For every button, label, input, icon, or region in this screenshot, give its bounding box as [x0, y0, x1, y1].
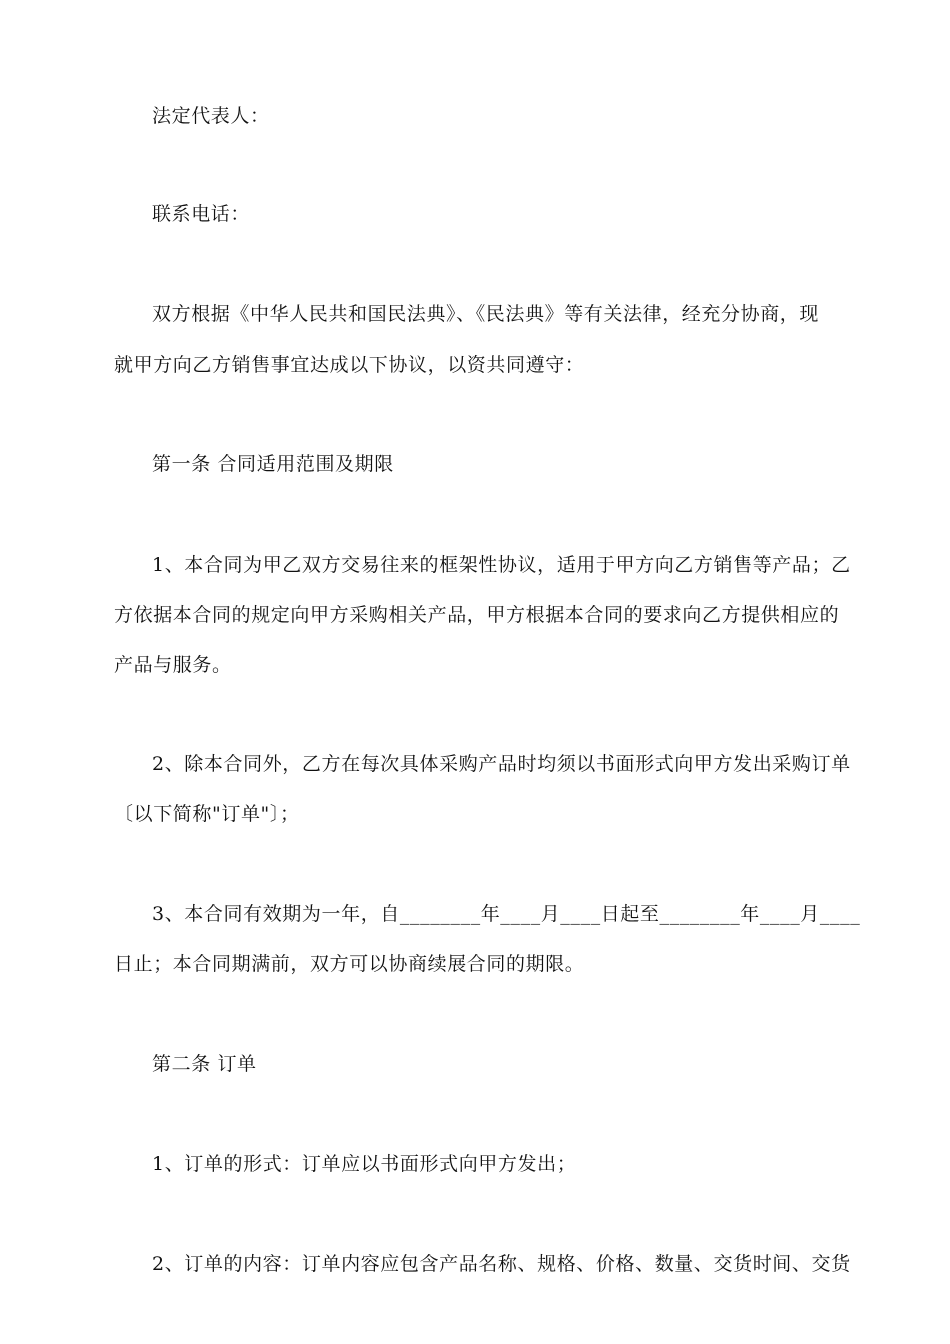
- article-2-heading: 第二条 订单: [152, 1053, 257, 1075]
- legal-representative-label: 法定代表人：: [152, 105, 270, 127]
- intro-paragraph-line-1: 双方根据《中华人民共和国民法典》、《民法典》等有关法律，经充分协商，现: [152, 303, 820, 325]
- contact-phone-label: 联系电话：: [152, 203, 251, 225]
- article-2-clause-2-line-1: 2、订单的内容：订单内容应包含产品名称、规格、价格、数量、交货时间、交货: [152, 1253, 851, 1275]
- article-1-clause-1-line-3: 产品与服务。: [114, 654, 232, 676]
- intro-paragraph-line-2: 就甲方向乙方销售事宜达成以下协议，以资共同遵守：: [114, 354, 585, 376]
- article-1-clause-3-line-1: 3、本合同有效期为一年，自________年____月____日起至________年____月____: [152, 903, 861, 925]
- article-1-clause-2-line-1: 2、除本合同外，乙方在每次具体采购产品时均须以书面形式向甲方发出采购订单: [152, 753, 851, 775]
- article-1-clause-1-line-1: 1、本合同为甲乙双方交易往来的框架性协议，适用于甲方向乙方销售等产品；乙: [152, 554, 851, 576]
- article-1-clause-2-line-2: 〔以下简称"订单"〕；: [114, 803, 300, 825]
- article-1-heading: 第一条 合同适用范围及期限: [152, 453, 394, 475]
- article-1-clause-1-line-2: 方依据本合同的规定向甲方采购相关产品，甲方根据本合同的要求向乙方提供相应的: [114, 604, 840, 626]
- article-2-clause-1: 1、订单的形式：订单应以书面形式向甲方发出；: [152, 1153, 577, 1175]
- article-1-clause-3-line-2: 日止；本合同期满前，双方可以协商续展合同的期限。: [114, 953, 585, 975]
